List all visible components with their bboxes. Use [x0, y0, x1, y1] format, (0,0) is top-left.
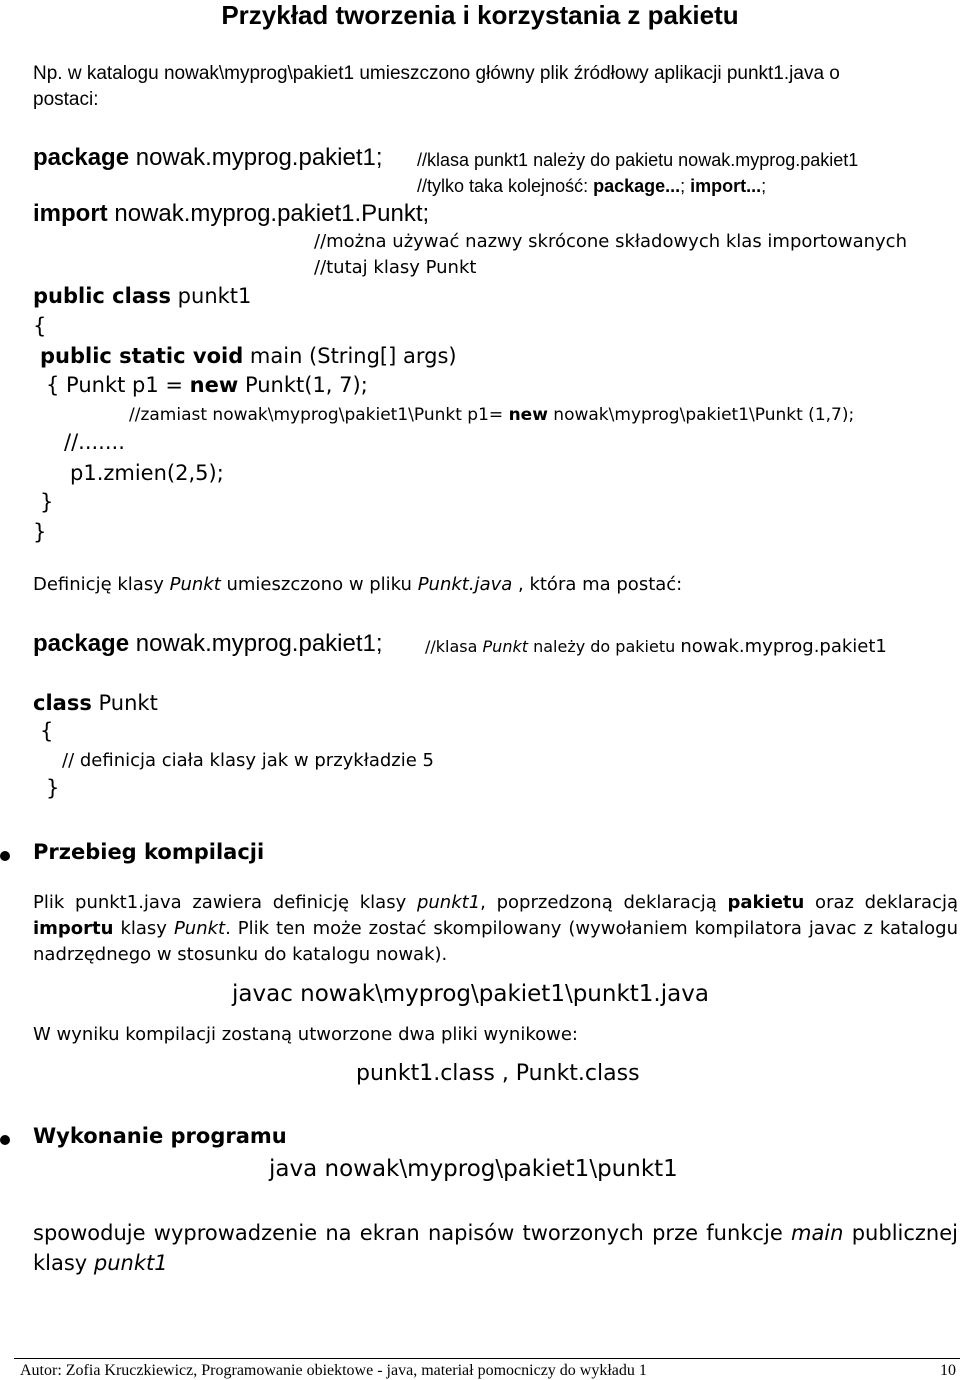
code1-comment-1: //klasa punkt1 należy do pakietu nowak.myprog.pakiet1 — [417, 150, 859, 170]
code2-line-5: } — [46, 776, 60, 800]
intro-line-1: Np. w katalogu nowak\myprog\pakiet1 umieszczono główny plik źródłowy aplikacji punkt1.java o — [33, 63, 840, 84]
definition-text: Definicję klasy Punkt umieszczono w pliku Punkt.java , która ma postać: — [33, 574, 683, 595]
code2-line-2: class Punkt — [33, 691, 158, 715]
run-paragraph: spowoduje wyprowadzenie na ekran napisów tworzonych prze funkcje main publicznej klasy punkt1 — [33, 1221, 958, 1275]
run-command: java nowak\myprog\pakiet1\punkt1 — [269, 1156, 678, 1182]
code1-line-3: import nowak.myprog.pakiet1.Punkt; — [33, 200, 430, 227]
code1-line-13: } — [40, 490, 54, 514]
code1-line-14: } — [33, 520, 47, 544]
page-title: Przykład tworzenia i korzystania z pakietu — [221, 0, 739, 30]
code1-line-1: package nowak.myprog.pakiet1; — [33, 144, 383, 171]
code1-comment-2: //tylko taka kolejność: package...; import...; — [417, 176, 767, 196]
compile-paragraph: Plik punkt1.java zawiera definicję klasy punkt1, poprzedzoną deklaracją pakietu oraz deklaracją importu klasy Punkt. Plik ten może zostać skompilowany (wywołaniem kompilatora javac z katalogu nadrzędnego w stosunku do katalogu nowak). — [33, 892, 958, 965]
code1-line-7: { — [33, 314, 47, 338]
code2-line-4: // definicja ciała klasy jak w przykładzie 5 — [62, 750, 434, 771]
compile-command: javac nowak\myprog\pakiet1\punkt1.java — [232, 981, 709, 1007]
keyword: package — [33, 144, 130, 171]
compile-result-text: W wyniku kompilacji zostaną utworzone dwa pliki wynikowe: — [33, 1024, 578, 1045]
code2-comment-1: //klasa Punkt należy do pakietu nowak.myprog.pakiet1 — [425, 636, 887, 657]
compile-heading: Przebieg kompilacji — [33, 840, 265, 864]
code1-line-8: public static void main (String[] args) — [40, 344, 457, 368]
bullet-icon — [0, 851, 10, 861]
code1-comment-3: //można używać nazwy skrócone składowych klas importowanych — [314, 231, 907, 252]
footer-divider — [14, 1358, 960, 1359]
bullet-icon — [0, 1135, 10, 1145]
intro-line-2: postaci: — [33, 89, 99, 110]
code1-line-11: //....... — [64, 430, 125, 454]
code2-line-1: package nowak.myprog.pakiet1; — [33, 630, 383, 657]
code1-line-10: //zamiast nowak\myprog\pakiet1\Punkt p1= new nowak\myprog\pakiet1\Punkt (1,7); — [129, 405, 855, 425]
run-heading: Wykonanie programu — [33, 1124, 287, 1148]
compile-output-files: punkt1.class , Punkt.class — [356, 1061, 640, 1086]
code1-line-6: public class punkt1 — [33, 284, 252, 308]
code1-line-12: p1.zmien(2,5); — [70, 461, 224, 485]
footer-page-number: 10 — [940, 1362, 956, 1379]
code2-line-3: { — [40, 719, 54, 743]
code1-line-9: { Punkt p1 = new Punkt(1, 7); — [46, 373, 368, 397]
code1-comment-4: //tutaj klasy Punkt — [314, 257, 477, 278]
footer-author: Autor: Zofia Kruczkiewicz, Programowanie obiektowe - java, materiał pomocniczy do wykładu 1 — [20, 1362, 647, 1379]
